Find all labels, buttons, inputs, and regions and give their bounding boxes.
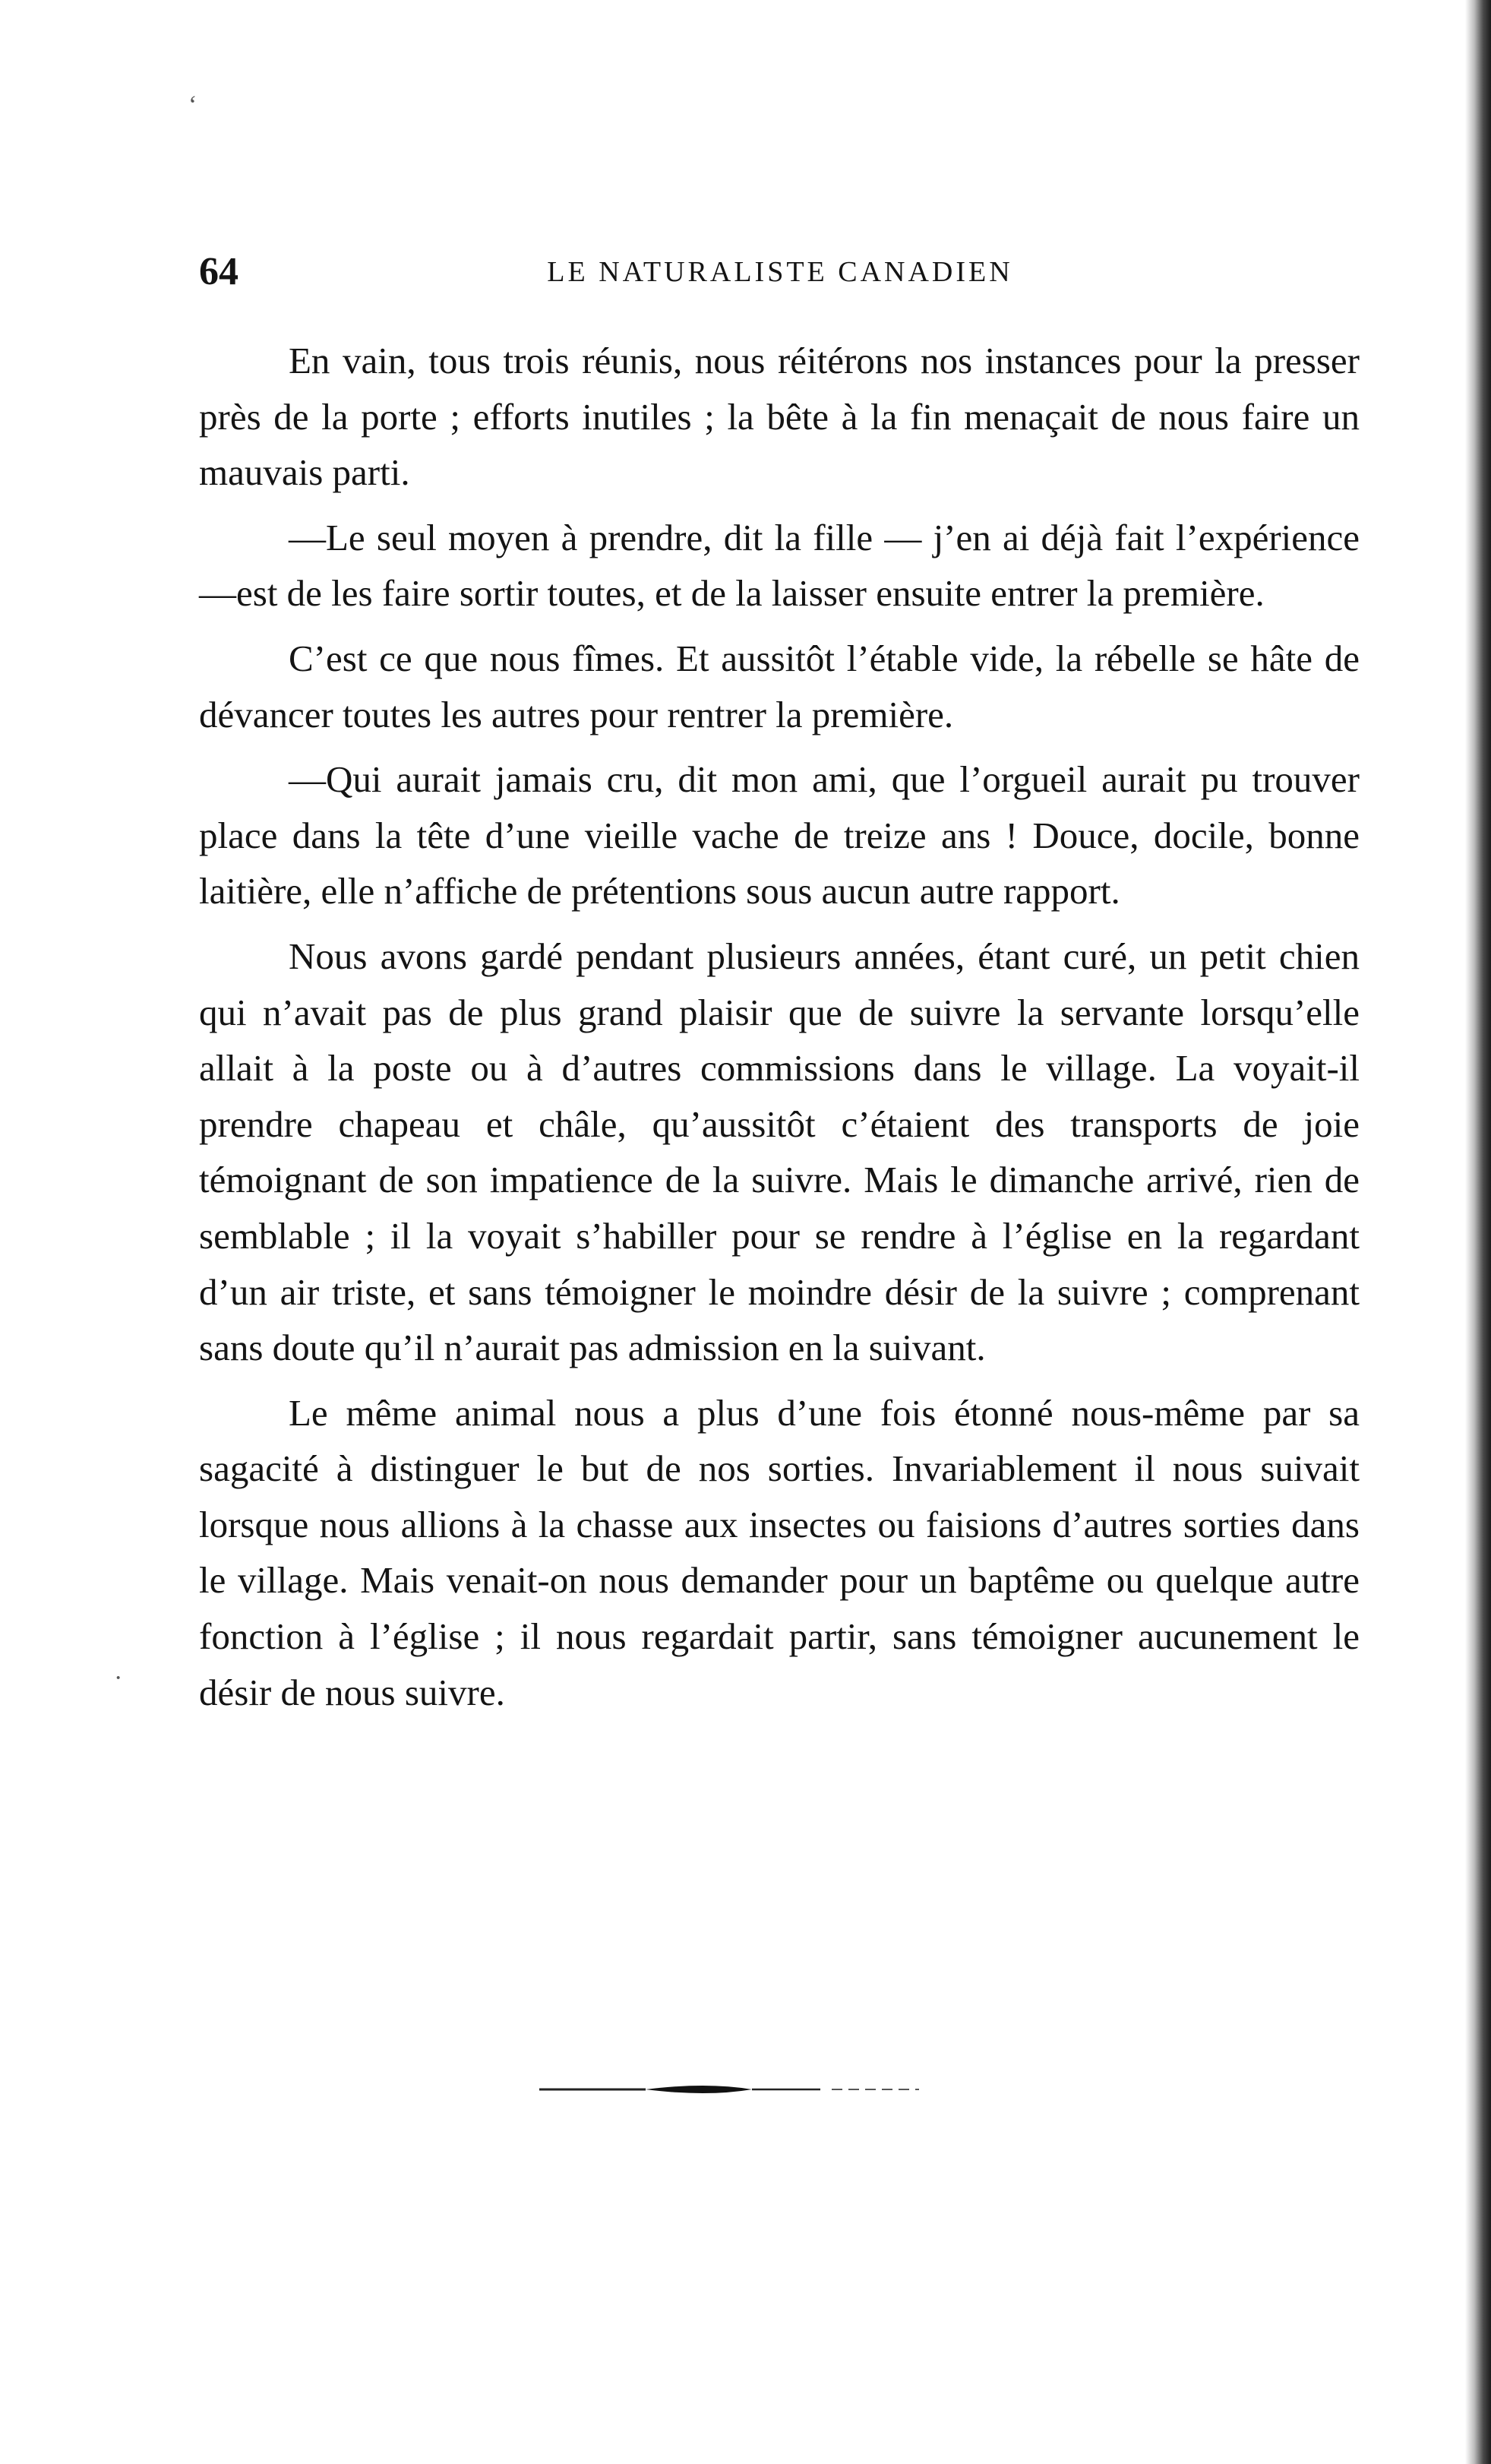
paragraph: —Le seul moyen à prendre, dit la fille — j’en ai déjà fait l’expérience—est de les faire sortir toutes, et de la laisser ensuite entrer la première. [199,516,1360,615]
page-number: 64 [199,250,238,293]
print-speck: ‘ [188,91,197,119]
paragraph: Nous avons gardé pendant plusieurs années, étant curé, un petit chien qui n’avait pas de plus grand plaisir que de suivre la servante lorsqu’elle allait à la poste ou à d’autres commissions dans le village. La voyait-il prendre chapeau et châle, qu’aussitôt c’étaient des transports de joie témoignant de son impatience de la suivre. Mais le dimanche arrivé, rien de semblable ; il la voyait s’habiller pour se rendre à l’église en la regardant d’un air triste, et sans témoigner le moindre désir de la suivre ; comprenant sans doute qu’il n’aurait pas admission en la suivant. [199,935,1360,1369]
paragraph: C’est ce que nous fîmes. Et aussitôt l’étable vide, la rébelle se hâte de dévancer toutes les autres pour rentrer la première. [199,637,1360,735]
page-header [199,242,1361,302]
paragraph: Le même animal nous a plus d’une fois étonné nous-même par sa sagacité à distinguer le but de nos sorties. Invariablement il nous suivait lorsque nous allions à la chasse aux insectes ou faisions d’autres sorties dans le village. Mais venait-on nous demander pour un baptême ou quelque autre fonction à l’église ; il nous regardait partir, sans témoigner aucunement le désir de nous suivre. [199,1391,1360,1713]
paragraph: En vain, tous trois réunis, nous réitérons nos instances pour la presser près de la porte ; efforts inutiles ; la bête à la fin menaçait de nous faire un mauvais parti. [199,340,1360,494]
ornament-lozenge [646,2086,752,2093]
print-speck: · [114,1664,123,1692]
page-binding-edge [1465,0,1491,2464]
paragraph: —Qui aurait jamais cru, dit mon ami, que l’orgueil aurait pu trouver place dans la tête d’une vieille vache de treize ans ! Douce, docile, bonne laitière, elle n’affiche de prétentions sous aucun autre rapport. [199,758,1360,913]
body-text [199,333,1360,1729]
running-title: LE NATURALISTE CANADIEN [547,256,1013,288]
section-end-ornament [532,2078,927,2101]
